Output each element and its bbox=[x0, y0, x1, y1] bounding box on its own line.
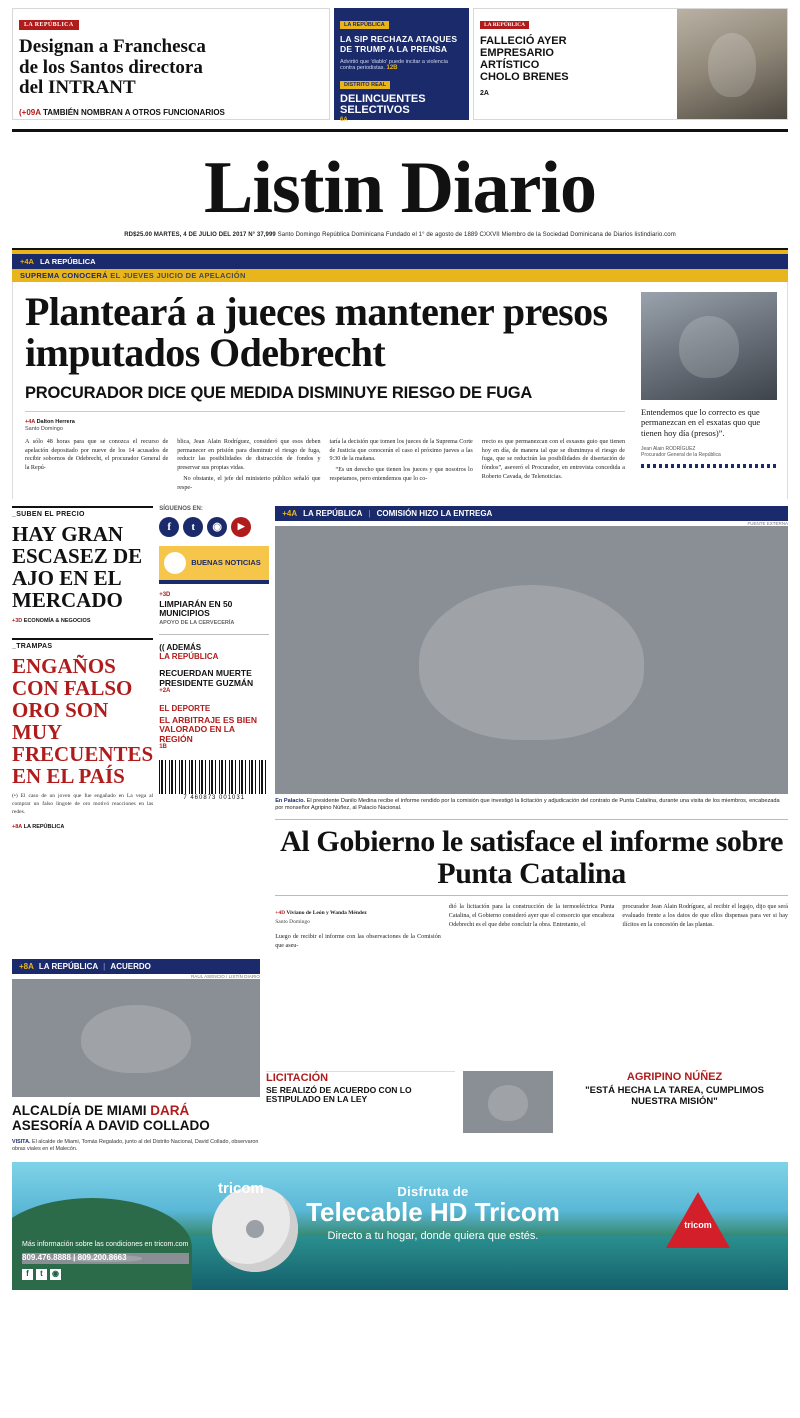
promo-item-1[interactable] bbox=[159, 592, 269, 627]
lead-quote-attrib bbox=[641, 446, 777, 458]
price: RD$25.00 bbox=[124, 232, 153, 239]
middle-headline: LA SIP RECHAZA ATAQUES DE TRUMP A LA PRENSA bbox=[340, 34, 458, 54]
center-byline-page: +4D bbox=[275, 910, 286, 917]
facebook-icon[interactable]: f bbox=[159, 517, 179, 537]
tricom-logo-label: tricom bbox=[684, 1219, 712, 1230]
bottom-left-photo bbox=[12, 979, 260, 1097]
lead-kicker-rest: EL JUEVES JUICIO DE APELACIÓN bbox=[110, 271, 246, 281]
promo-divider-1 bbox=[159, 634, 269, 635]
center-byline-city: Santo Domingo bbox=[275, 919, 310, 926]
bottom-left-bar bbox=[12, 959, 260, 974]
ad-footnote bbox=[22, 1240, 189, 1279]
masthead-meta bbox=[12, 232, 788, 238]
tricom-logo-icon bbox=[666, 1192, 730, 1250]
col-a-tag-1-page: +3D bbox=[12, 617, 23, 624]
top-right-photo bbox=[677, 9, 787, 119]
ad-phone-numbers: 809.476.8888 | 809.200.8663 bbox=[22, 1253, 189, 1264]
top-right-page: 2A bbox=[480, 89, 489, 97]
good-news-underline bbox=[159, 580, 269, 584]
top-strip bbox=[12, 8, 788, 123]
col-a-tag-1 bbox=[12, 618, 153, 624]
ad-brand-name: tricom bbox=[218, 1179, 264, 1197]
lead-col-2-p2: No obstante, el jefe del ministerio público señaló que respe- bbox=[177, 475, 321, 491]
barcode bbox=[159, 760, 269, 794]
center-byline-author: Viviano de León y Wanda Méndez bbox=[286, 910, 367, 917]
licitacion-title: LICITACIÓN bbox=[266, 1071, 329, 1084]
lead-kicker-bold: SUPREMA CONOCERÁ bbox=[20, 271, 108, 281]
twitter-icon[interactable]: t bbox=[36, 1269, 47, 1280]
lead-byline-author: Dalton Herrera bbox=[36, 418, 75, 425]
center-col-1 bbox=[275, 903, 441, 951]
ad-line-3: Directo a tu hogar, donde quiera que estés. bbox=[327, 1229, 539, 1242]
center-col-1-text: Luego de recibir el informe con las observaciones de la Comisión que aseu- bbox=[275, 934, 441, 950]
licitacion-callout[interactable] bbox=[266, 1071, 455, 1133]
twitter-icon[interactable]: t bbox=[183, 517, 203, 537]
facebook-icon[interactable]: f bbox=[22, 1269, 33, 1280]
ad-social-icons bbox=[22, 1269, 189, 1280]
col-a-tag-2-text: LA REPÚBLICA bbox=[23, 823, 65, 830]
promo-3-page: 1B bbox=[159, 744, 167, 751]
top-strip-left-story[interactable] bbox=[12, 8, 330, 120]
lead-col-2 bbox=[177, 438, 320, 493]
barcode-number: 7 460873 001031 bbox=[183, 795, 246, 802]
bl-caption-text: El alcalde de Miami, Tomás Regalado, junto al del Distrito Nacional, David Collado, observaron obras viales en el Malecón. bbox=[12, 1139, 259, 1153]
top-right-headline: FALLECIÓ AYER EMPRESARIO ARTÍSTICO CHOLO BRENES bbox=[480, 35, 569, 83]
lead-byline-city: Santo Domingo bbox=[25, 425, 63, 432]
instagram-icon[interactable]: ◉ bbox=[50, 1269, 61, 1280]
deporte-label: EL DEPORTE bbox=[159, 704, 211, 714]
bl-bar-page: +8A bbox=[19, 961, 34, 971]
center-col-2-text: dió la licitación para la construcción de la termoeléctrica Punta Catalina, el Gobierno consideró ayer que el consorcio que encabeza Odebrecht es el que debe concluir la obra. Entretanto, el bbox=[448, 904, 615, 928]
lead-col-3-p2: “Es un derecho que tienen los jueces y que nosotros lo respetamos, pero entendemos que lo co- bbox=[329, 467, 473, 482]
ad-note-text: Más información sobre las condiciones en tricom.com bbox=[22, 1241, 189, 1249]
ademas-section: LA REPÚBLICA bbox=[159, 652, 219, 662]
decorative-dots bbox=[641, 464, 777, 468]
issue-date: MARTES, 4 DE JULIO DEL 2017 bbox=[153, 232, 247, 239]
lead-col-1-p1: A sólo 48 horas para que se conozca el recurso de apelación depositado por nueve de los 14 acusados de recibir sobornos de Odebrecht, el procurador General de la Repú- bbox=[25, 438, 169, 472]
center-bar-text: COMISIÓN HIZO LA ENTREGA bbox=[376, 508, 493, 518]
promo-item-2[interactable] bbox=[159, 669, 269, 694]
col-a-tag-2-page: +8A bbox=[12, 823, 23, 830]
lead-kicker-bar bbox=[12, 269, 788, 282]
ad-line-2: Telecable HD Tricom bbox=[306, 1196, 560, 1227]
top-left-subtext: TAMBIÉN NOMBRAN A OTROS FUNCIONARIOS bbox=[42, 107, 225, 117]
lead-main bbox=[13, 282, 635, 499]
promo-1-sub: APOYO DE LA CERVECERÍA bbox=[159, 620, 235, 627]
lead-columns bbox=[25, 438, 625, 493]
lead-col-1 bbox=[25, 438, 168, 493]
center-section-bar bbox=[275, 506, 788, 521]
center-byline bbox=[275, 910, 441, 927]
col-a-tag-2 bbox=[12, 824, 153, 830]
lead-pullquote: Entendemos que lo correcto es que permanezcan en el esxatas quo que tienen hoy día (presos)”. bbox=[641, 407, 761, 438]
center-bar-page: +4A bbox=[282, 508, 298, 518]
good-news-banner[interactable] bbox=[159, 546, 269, 580]
column-left bbox=[12, 506, 153, 951]
middle-dek-page: 12B bbox=[386, 65, 398, 72]
lead-page-ref: +4A bbox=[20, 257, 34, 267]
youtube-icon[interactable]: ▶ bbox=[231, 517, 251, 537]
col-a-headline-2[interactable]: ENGAÑOS CON FALSO ORO SON MUY FRECUENTES EN EL PAÍS bbox=[12, 653, 154, 789]
promo-3-headline: EL ARBITRAJE ES BIEN VALORADO EN LA REGIÓN bbox=[159, 715, 257, 744]
follow-label: SÍGUENOS EN: bbox=[159, 505, 203, 512]
lead-attrib-name: Jean Alain RODRÍGUEZ bbox=[641, 446, 696, 453]
col-a-kicker-1: _SUBEN EL PRECIO bbox=[12, 506, 153, 518]
bl-headline-1: ALCALDÍA DE MIAMI bbox=[12, 1102, 147, 1118]
col-a-note-2: (•) El caso de un joven que fue engañado en La vega al comprar un falso lingote de oro motivó reacciones en las redes. bbox=[12, 793, 154, 815]
col-a-tag-1-text: ECONOMÍA & NEGOCIOS bbox=[23, 617, 91, 624]
lead-deck: PROCURADOR DICE QUE MEDIDA DISMINUYE RIESGO DE FUGA bbox=[25, 384, 625, 412]
top-strip-right-story[interactable] bbox=[473, 8, 788, 120]
section-tag-right: LA REPÚBLICA bbox=[480, 21, 529, 29]
center-bar-divider: | bbox=[368, 508, 371, 518]
masthead-imprint: Santo Domingo República Dominicana Fundado el 1° de agosto de 1889 CXXVII Miembro de la Sociedad Dominicana de Diarios bbox=[277, 232, 633, 239]
bottom-grid bbox=[12, 959, 788, 1154]
bl-photo-credit: RAUL ASENCIO / LISTÍN DIARIO bbox=[190, 973, 260, 979]
center-bar-section: LA REPÚBLICA bbox=[303, 508, 363, 518]
issue-number: N° 37,999 bbox=[248, 232, 276, 239]
middle-dek bbox=[340, 59, 463, 73]
center-col-3-text: procurador Jean Alain Rodríguez, al recibir el legajo, dijo que será evaluado frente a los datos de que ellos dispensas para ver si hay ilícitos en la concesión de las plantas. bbox=[622, 904, 788, 928]
bottom-left-story[interactable] bbox=[12, 959, 260, 1154]
masthead bbox=[12, 132, 788, 240]
top-left-subline bbox=[19, 108, 323, 117]
lead-byline-page: +4A bbox=[25, 418, 36, 425]
ademas-label bbox=[159, 643, 269, 661]
plant-photo bbox=[463, 1071, 553, 1133]
promo-2-headline: RECUERDAN MUERTE PRESIDENTE GUZMÁN bbox=[159, 668, 254, 688]
lead-section-name: LA REPÚBLICA bbox=[39, 257, 96, 267]
middle-page-2: 6A bbox=[340, 117, 348, 123]
lead-byline bbox=[25, 419, 625, 432]
center-col-2 bbox=[449, 903, 615, 951]
callout-row bbox=[266, 1071, 788, 1133]
agripino-callout[interactable] bbox=[561, 1071, 788, 1133]
promo-2-page: +2A bbox=[159, 688, 171, 695]
ad-copy bbox=[208, 1184, 658, 1242]
lead-sidebar bbox=[635, 282, 787, 499]
middle-dek-text: Advirtió que 'diablo' puede incitar a violencia contra periodistas. bbox=[340, 58, 448, 72]
sun-icon bbox=[164, 552, 186, 574]
center-col-3 bbox=[622, 903, 788, 951]
center-photo-credit: FUENTE EXTERNA bbox=[747, 520, 788, 526]
col-a-kicker-2: _TRAMPAS bbox=[12, 638, 153, 650]
center-rule-2 bbox=[275, 895, 788, 896]
bl-bar-section: LA REPÚBLICA bbox=[38, 961, 99, 971]
center-body-columns bbox=[275, 903, 788, 951]
col-a-headline-1[interactable]: HAY GRAN ESCASEZ DE AJO EN EL MERCADO bbox=[12, 521, 143, 612]
lead-story bbox=[12, 282, 788, 499]
middle-grid bbox=[12, 506, 788, 951]
lead-col-4-p1: rrecto es que permanezcan con el esxasns guio que tienen hoy en día, de manera ial que se disminuya el riesgo de fuga, que se reducirán las posibilidades de disertación de fóndos”, aseveró el Procurador, en entrevista concedida a Roberto Cavada, de Telenoticias. bbox=[481, 438, 625, 480]
center-rule bbox=[275, 819, 788, 820]
center-headline[interactable]: Al Gobierno le satisface el informe sobre Punta Catalina bbox=[280, 824, 784, 890]
column-promos bbox=[159, 506, 269, 951]
middle-headline-2: DELINCUENTES SELECTIVOS bbox=[340, 92, 426, 117]
bl-headline-red: DARÁ bbox=[150, 1102, 190, 1118]
agripino-text: "ESTÁ HECHA LA TAREA, CUMPLIMOS NUESTRA MISIÓN" bbox=[585, 1084, 764, 1107]
publication-title: Listin Diario bbox=[204, 147, 596, 229]
licitacion-text: SE REALIZÓ DE ACUERDO CON LO ESTIPULADO EN LA LEY bbox=[266, 1084, 412, 1105]
section-tag: LA REPÚBLICA bbox=[19, 20, 79, 30]
bl-bar-text: ACUERDO bbox=[110, 961, 151, 971]
lead-col-3 bbox=[330, 438, 473, 493]
lead-attrib-role: Procurador General de la República bbox=[641, 452, 721, 459]
promo-1-page: +3D bbox=[159, 591, 171, 598]
lead-portrait-photo bbox=[641, 292, 777, 400]
center-caption-lead: En Palacio. bbox=[275, 797, 306, 804]
center-caption-text: El presidente Danilo Medina recibe el informe rendido por la comisión que investigó la licitación y adjudicación del contrato de Punta Catalina, durante una visita de los miembros, encabezada por monseñor Agripino Núñez, al Palacio Nacional. bbox=[275, 797, 780, 812]
lead-headline: Planteará a jueces mantener presos imputados Odebrecht bbox=[25, 289, 608, 375]
bottom-right-callouts bbox=[266, 959, 788, 1133]
instagram-icon[interactable]: ◉ bbox=[207, 517, 227, 537]
social-icons bbox=[159, 517, 269, 537]
good-news-label: BUENAS NOTICIAS bbox=[191, 557, 261, 567]
agripino-title: AGRIPINO NÚÑEZ bbox=[626, 1070, 723, 1083]
center-caption bbox=[275, 798, 788, 813]
advertisement-banner[interactable] bbox=[12, 1162, 788, 1290]
middle-kicker: LA REPÚBLICA bbox=[340, 21, 389, 29]
promo-1-headline: LIMPIARÁN EN 50 MUNICIPIOS bbox=[159, 598, 233, 618]
promo-item-3[interactable] bbox=[159, 716, 269, 750]
top-strip-middle-story[interactable] bbox=[334, 8, 469, 123]
ad-line-1: Disfruta de bbox=[397, 1183, 469, 1199]
bl-bar-divider: | bbox=[103, 961, 106, 971]
callout-photo bbox=[463, 1071, 553, 1133]
bottom-left-headline bbox=[12, 1104, 260, 1133]
page-ref: (+09A bbox=[19, 107, 41, 117]
ademas-text: (( ADEMÁS bbox=[159, 643, 202, 653]
top-left-headline: Designan a Franchesca de los Santos directora del INTRANT bbox=[19, 36, 206, 99]
column-center bbox=[275, 506, 788, 951]
lead-col-2-p1: blica, Jean Alain Rodríguez, consideró que esos deben permanecer en prisión para disminuir el riesgo de fuga, reducir las posibilidades de distracción de fondos y preservar sus propias vidas. bbox=[177, 438, 321, 472]
bottom-left-caption bbox=[12, 1139, 260, 1154]
website-url[interactable]: listindiario.com bbox=[634, 232, 676, 239]
bl-caption-lead: VISITA. bbox=[12, 1139, 31, 1146]
bl-headline-2: ASESORÍA A DAVID COLLADO bbox=[12, 1117, 210, 1133]
center-main-photo bbox=[275, 526, 788, 794]
lead-section-bar bbox=[12, 254, 788, 269]
lead-col-3-p1: taría la decisión que tomen los jueces de la Suprema Corte de Justicia que conocerán el caso el próximo jueves a las 9:30 de la mañana. bbox=[329, 438, 473, 463]
middle-pill: DISTRITO REAL bbox=[340, 81, 390, 89]
lead-col-4 bbox=[482, 438, 625, 493]
